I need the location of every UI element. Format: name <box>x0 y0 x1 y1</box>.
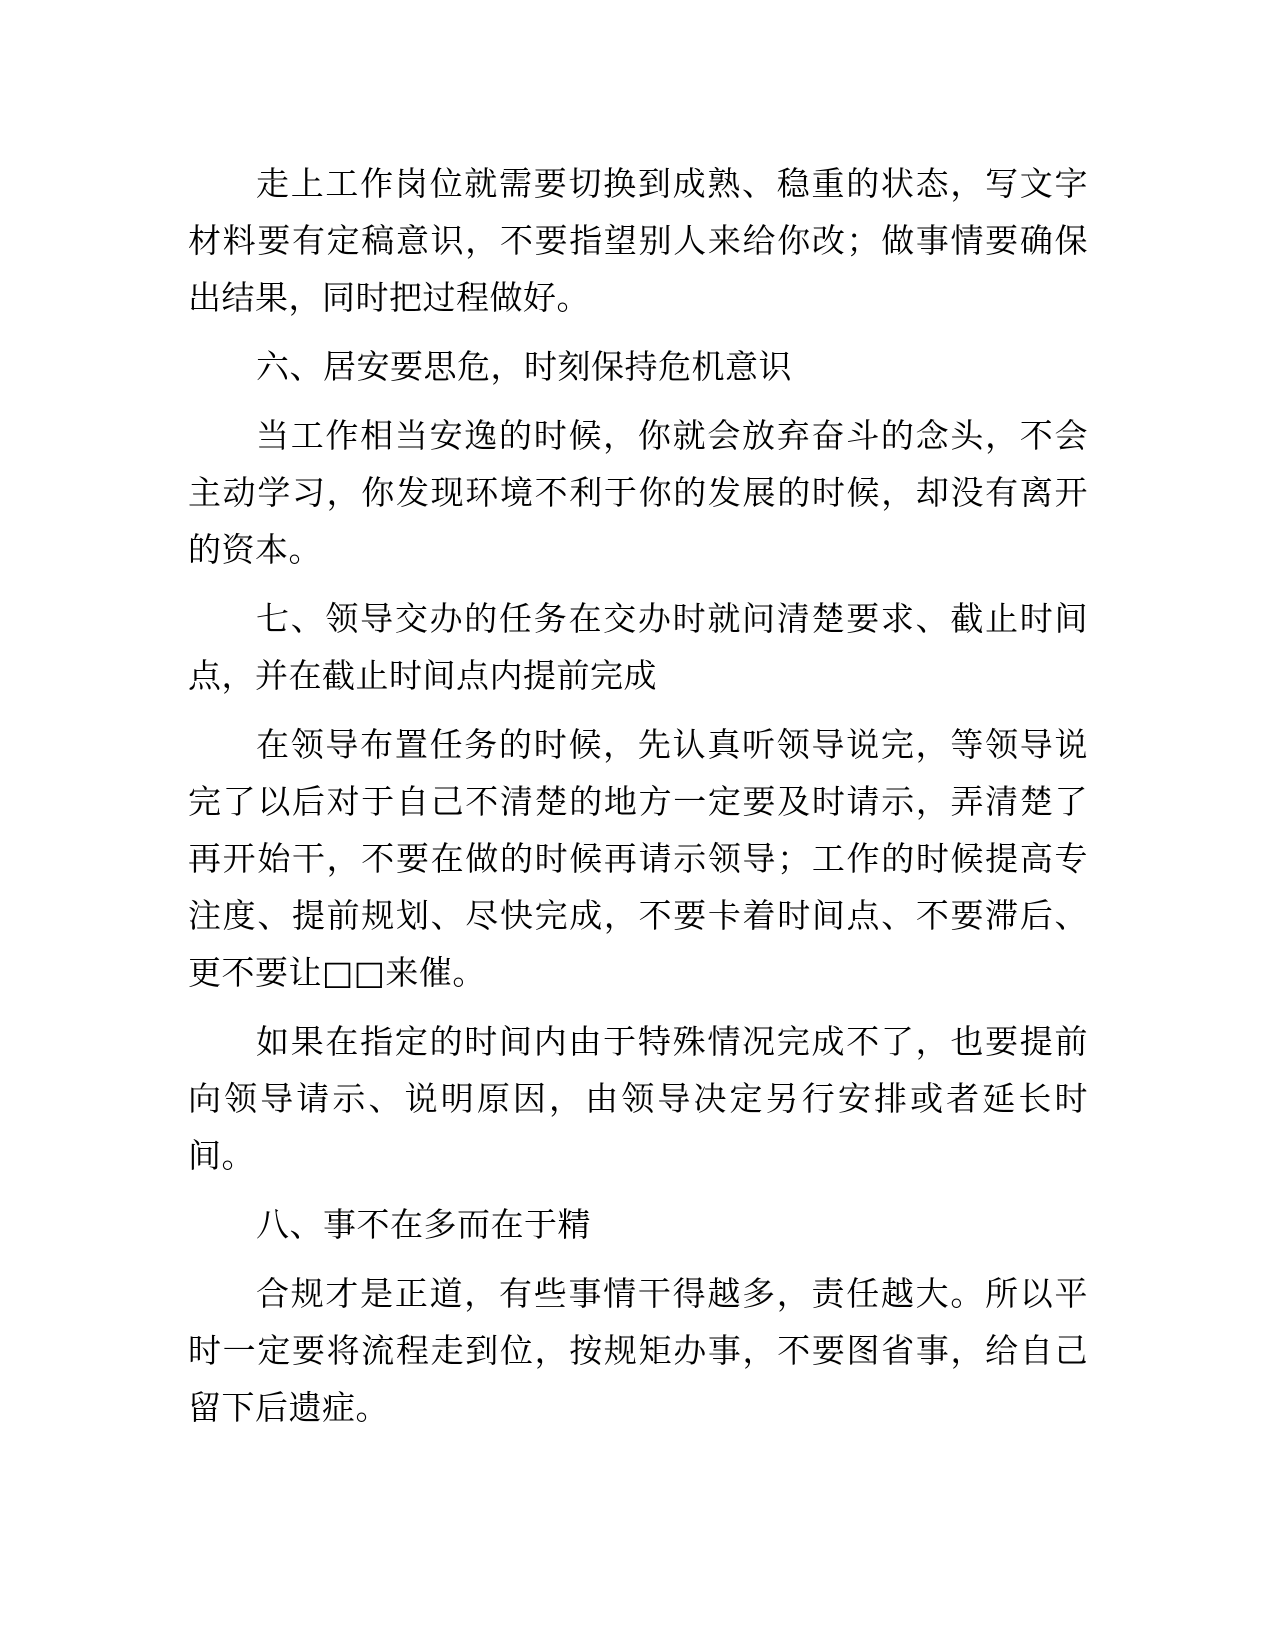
body-paragraph: 当工作相当安逸的时候，你就会放弃奋斗的念头，不会主动学习，你发现环境不利于你的发展的时候，却没有离开的资本。 <box>188 416 1088 569</box>
body-paragraph: 如果在指定的时间内由于特殊情况完成不了，也要提前向领导请示、说明原因，由领导决定另行安排或者延长时间。 <box>188 1022 1088 1175</box>
body-paragraph: 在领导布置任务的时候，先认真听领导说完，等领导说完了以后对于自己不清楚的地方一定要及时请示，弄清楚了再开始干，不要在做的时候再请示领导；工作的时候提高专注度、提前规划、尽快完成，不要卡着时间点、不要滞后、更不要让□□来催。 <box>188 725 1088 992</box>
document-body <box>188 155 1088 1448</box>
section-heading-six: 六、居安要思危，时刻保持危机意识 <box>256 347 792 386</box>
body-paragraph: 合规才是正道，有些事情干得越多，责任越大。所以平时一定要将流程走到位，按规矩办事，不要图省事，给自己留下后遗症。 <box>188 1274 1088 1427</box>
section-heading-eight: 八、事不在多而在于精 <box>256 1205 591 1244</box>
body-paragraph: 走上工作岗位就需要切换到成熟、稳重的状态，写文字材料要有定稿意识，不要指望别人来给你改；做事情要确保出结果，同时把过程做好。 <box>188 164 1088 317</box>
section-heading-seven: 七、领导交办的任务在交办时就问清楚要求、截止时间点，并在截止时间点内提前完成 <box>188 599 1088 695</box>
